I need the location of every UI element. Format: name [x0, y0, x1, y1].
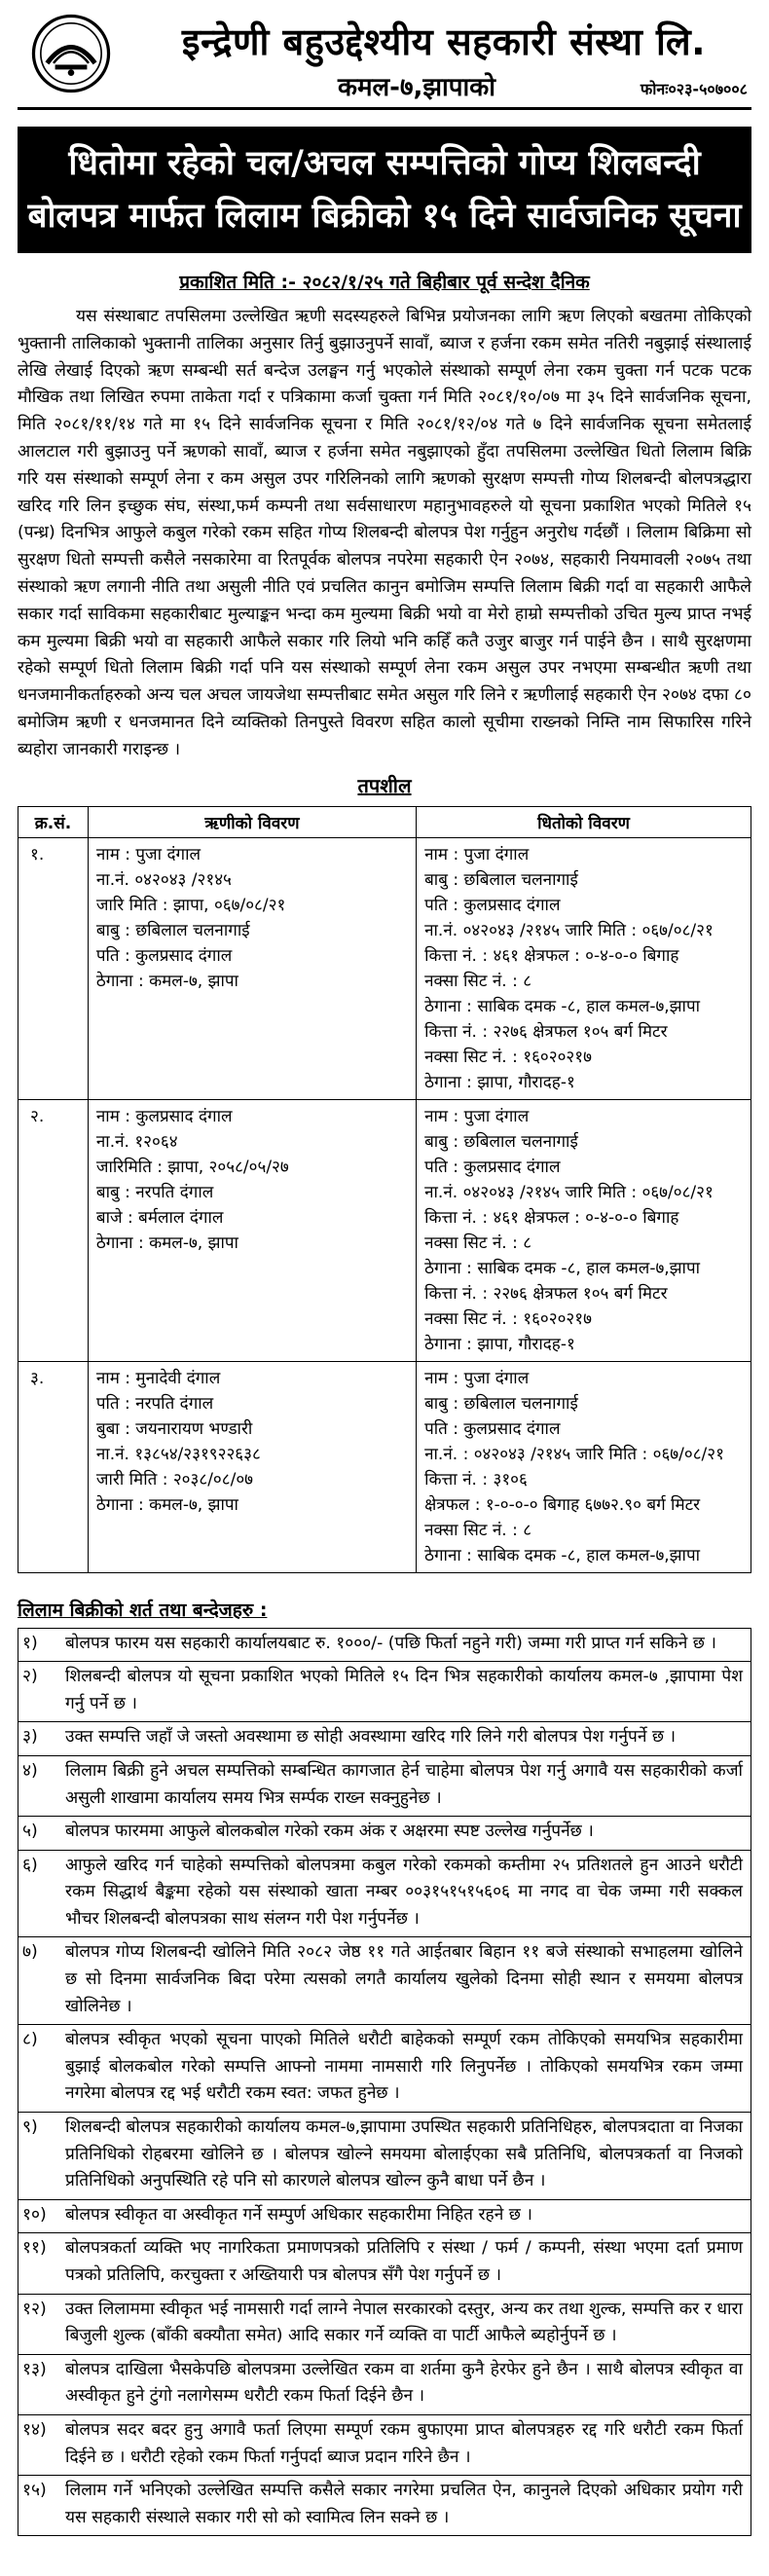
list-item [18, 2354, 751, 2414]
condition-text: बोलपत्र फारममा आफुले बोलकबोल गरेको रकम अंक र अक्षरमा स्पष्ट उल्लेख गर्नुपर्नेछ । [65, 1822, 594, 1842]
condition-text: उक्त लिलाममा स्वीकृत भई नामसारी गर्दा लाग्ने नेपाल सरकारको दस्तुर, अन्य कर तथा शुल्क, सम्पत्ति कर र धारा बिजुली शुल्क (बाँकी बक्यौता समेत) आदि सकार गर्ने व्यक्ति वा पार्टी आफैले ब्यहोर्नुपर्ने छ । [65, 2299, 743, 2346]
column-header-sn: क्र.सं. [18, 806, 89, 837]
list-item [18, 2112, 751, 2199]
condition-number: १३) [22, 2359, 47, 2379]
borrower-line: जारि मिति : झापा, ०६७/०८/२१ [95, 895, 286, 915]
borrower-line: नाम : कुलप्रसाद दंगाल [95, 1106, 233, 1126]
borrower-line: पति : नरपति दंगाल [95, 1393, 214, 1414]
borrower-line: ना.नं. १२०६४ [95, 1131, 178, 1152]
borrower-details [88, 1361, 416, 1572]
condition-text: बोलपत्र फारम यस सहकारी कार्यालयबाट रु. १०००/- (पछि फिर्ता नहुने गरी) जम्मा गरी प्राप्त गर्न सकिने छ । [65, 1633, 716, 1653]
conditions-title: लिलाम बिक्रीको शर्त तथा बन्देजहरु : [18, 1599, 268, 1621]
list-item [18, 1936, 751, 2024]
list-item [18, 1816, 751, 1850]
list-item [18, 2232, 751, 2293]
collateral-line: बाबु : छबिलाल चलनागाई [424, 1131, 578, 1152]
collateral-line: नाम : पुजा दंगाल [424, 844, 530, 865]
published-date: प्रकाशित मिति :- २०८२/१/२५ गते बिहीबार पूर्व सन्देश दैनिक [179, 272, 590, 293]
notice-banner [18, 127, 751, 253]
borrower-line: जारी मिति : २०३८/०८/०७ [95, 1469, 254, 1490]
collateral-details [417, 1099, 751, 1361]
collateral-line: नाम : पुजा दंगाल [424, 1106, 530, 1126]
condition-text: बोलपत्र स्वीकृत वा अस्वीकृत गर्ने सम्पुर्ण अधिकार सहकारीमा निहित रहने छ । [65, 2204, 532, 2225]
condition-number: ७) [22, 1942, 38, 1963]
collateral-line: ठेगाना : झापा, गौरादह-१ [424, 1334, 575, 1354]
condition-text: लिलाम गर्ने भनिएको उल्लेखित सम्पत्ति कसैले सकार नगरेमा प्रचलित ऐन, कानुनले दिएको अधिकार प्रयोग गरी यस सहकारी संस्थाले सकार गरी सो को स्वामित्व लिन सक्ने छ । [65, 2481, 743, 2527]
collateral-line: कित्ता नं. : २२७६ क्षेत्रफल १०५ बर्ग मिटर [424, 1021, 668, 1042]
borrower-line: जारिमिति : झापा, २०५८/०५/२७ [95, 1157, 289, 1177]
condition-number: ८) [22, 2030, 38, 2050]
notice-body: यस संस्थाबाट तपसिलमा उल्लेखित ऋणी सदस्यहरुले बिभिन्न प्रयोजनका लागि ऋण लिएको बखतमा तोकिएको भुक्तानी तालिकाको भुक्तानी तालिका अनुसार तिर्नु बुझाउनुपर्ने सावाँ, ब्याज र हर्जना रकम समेत नतिरी नबुझाई संस्थालाई लेखि लेखाई दिएको ऋण सम्बन्धी सर्त बन्देज उलङ्घन गर्नु भएकोले संस्थाको सम्पूर्ण लेना रकम चुक्ता गर्न पटक पटक मौखिक तथा लिखित रुपमा ताकेता गर्दा र पत्रिकामा कर्जा चुक्ता गर्न मिति २०८१/१०/०७ मा ३५ दिने सार्वजनिक सूचना, मिति २०८१/११/१४ गते मा १५ दिने सार्वजनिक सूचना र मिति २०८१/१२/०४ गते ७ दिने सार्वजनिक सूचना समेतलाई आलटाल गरी बुझाउनु पर्ने ऋणको सावाँ, ब्याज र हर्जना समेत नबुझाएको हुँदा तपसिलमा उल्लेखित धितो लिलाम बिक्रि गरि यस संस्थाको सम्पूर्ण लेना र कम असुल उपर गरिलिनको लागि ऋणको सुरक्षण सम्पत्ती गोप्य शिलबन्दी बोलपत्रद्धारा खरिद गरि लिन इच्छुक संघ, संस्था,फर्म कम्पनी तथा सर्वसाधारण महानुभावहरुले यो सूचना प्रकाशित भएको मितिले १५ (पन्ध्र) दिनभित्र आफुले कबुल गरेको रकम सहित गोप्य शिलबन्दी बोलपत्र पेश गर्नुहुन अनुरोध गर्दछौं । लिलाम बिक्रिमा सो सुरक्षण धितो सम्पत्ती कसैले नसकारेमा वा रितपूर्वक बोलपत्र नपरेमा सहकारी ऐन २०७४, सहकारी नियमावली २०७५ तथा संस्थाको ऋण लगानी नीति तथा असुली नीति एवं प्रचलित कानुन बमोजिम सम्पत्ति लिलाम बिक्री गर्दा वा सहकारी आफैले सकार गर्दा साविकमा सहकारीबाट मुल्याङ्कन भन्दा कम मुल्यमा बिक्री भयो वा मेरो हाम्रो सम्पत्तीको उचित मुल्य प्राप्त नभई कम मुल्यमा बिक्री भयो वा सहकारी आफैले सकार गरि लियो भनि कहिँ कतै उजुर बाजुर गर्न पाईने छैन । साथै सुरक्षणमा रहेको सम्पूर्ण धितो लिलाम बिक्री गर्दा पनि यस संस्थाको सम्पूर्ण लेना रकम असुल उपर नभएमा सम्बन्धीत ऋणी तथा धनजमानीकर्ताहरुको अन्य चल अचल जायजेथा सम्पत्तीबाट समेत असुल गरि लिने र ऋणीलाई सहकारी ऐन २०७४ दफा ८० बमोजिम ऋणी र धनजमानत दिने व्यक्तिको तिनपुस्ते विवरण सहित कालो सूचीमा राख्नको निम्ति नाम सिफारिस गरिने ब्यहोरा जानकारी गराइन्छ । [18, 307, 751, 759]
borrower-line: पति : कुलप्रसाद दंगाल [95, 945, 233, 966]
column-header-borrower: ऋणीको विवरण [88, 806, 416, 837]
condition-number: ३) [22, 1727, 38, 1748]
organization-phone: फोनः०२३-५०७००८ [640, 80, 748, 98]
details-title: तपशील [357, 773, 412, 797]
condition-number: १२) [22, 2299, 47, 2319]
collateral-line: ना.नं. : ०४२०४३ /२१४५ जारि मिति : ०६७/०८/२१ [424, 1444, 724, 1464]
borrower-line: बाबु : नरपति दंगाल [95, 1182, 214, 1202]
borrower-line: ना.नं. १३८५४/२३१९२२६३८ [95, 1444, 261, 1464]
collateral-line: कित्ता नं. : ४६१ क्षेत्रफल : ०-४-०-० बिगाह [424, 1207, 679, 1228]
condition-number: १५) [22, 2481, 47, 2501]
collateral-line: नक्सा सिट नं. : ८ [424, 1233, 532, 1253]
collateral-line: नाम : पुजा दंगाल [424, 1368, 530, 1388]
collateral-line: ना.नं. ०४२०४३ /२१४५ जारि मिति : ०६७/०८/२१ [424, 920, 714, 940]
condition-text: उक्त सम्पत्ति जहाँ जे जस्तो अवस्थामा छ सोही अवस्थामा खरिद गरि लिने गरी बोलपत्र पेश गर्नुपर्ने छ । [65, 1727, 677, 1748]
banner-line-2: बोलपत्र मार्फत लिलाम बिक्रीको १५ दिने सार्वजनिक सूचना [27, 197, 742, 236]
borrower-line: बुबा : जयनारायण भण्डारी [95, 1418, 253, 1439]
condition-text: शिलबन्दी बोलपत्र यो सूचना प्रकाशित भएको मितिले १५ दिन भित्र सहकारीको कार्यालय कमल-७ ,झापामा पेश गर्नु पर्ने छ । [65, 1667, 743, 1713]
condition-number: ६) [22, 1855, 38, 1875]
row-serial: २. [18, 1099, 89, 1361]
condition-text: शिलबन्दी बोलपत्र सहकारीको कार्यालय कमल-७,झापामा उपस्थित सहकारी प्रतिनिधिहरु, बोलपत्रदाता वा निजका प्रतिनिधिको रोहबरमा खोलिने छ । बोलपत्र खोल्ने समयमा बोलाईएका सबै प्रतिनिधि, बोलपत्रकर्ता वा निजको प्रतिनिधिको अनुपस्थिति रहे पनि सो कारणले बोलपत्र खोल्न कुनै बाधा पर्ने छैन । [65, 2117, 743, 2191]
condition-number: ९) [22, 2117, 38, 2138]
condition-text: आफुले खरिद गर्न चाहेको सम्पत्तिको बोलपत्रमा कबुल गरेको रकमको कम्तीमा २५ प्रतिशतले हुन आउने धरौटी रकम सिद्धार्थ बैङ्कमा रहेको यस संस्थाको खाता नम्बर ००३१५१५१५६०६ मा नगद वा चेक जम्मा गरी सक्कल भौचर शिलबन्दी बोलपत्रका साथ संलग्न गरी पेश गर्नुपर्नेछ । [65, 1855, 743, 1929]
list-item [18, 2199, 751, 2233]
collateral-line: पति : कुलप्रसाद दंगाल [424, 1418, 561, 1439]
condition-number: ११) [22, 2238, 47, 2259]
condition-text: बोलपत्र सदर बदर हुनु अगावै फर्ता लिएमा सम्पूर्ण रकम बुफाएमा प्राप्त बोलपत्रहरु रद्द गरि धरौटी रकम फिर्ता दिईने छ । धरौटी रहेको रकम फिर्ता गर्नुपर्दा ब्याज प्रदान गरिने छैन । [65, 2419, 743, 2467]
row-serial: १. [18, 837, 89, 1099]
list-item [18, 2475, 751, 2535]
list-item [18, 1721, 751, 1755]
collateral-line: कित्ता नं. : ४६१ क्षेत्रफल : ०-४-०-० बिगाह [424, 945, 679, 966]
list-item [18, 1850, 751, 1937]
collateral-line: नक्सा सिट नं. : १६०२०२१७ [424, 1308, 592, 1329]
collateral-line: ठेगाना : साबिक दमक -८, हाल कमल-७,झापा [424, 1545, 701, 1565]
borrower-line: ना.नं. ०४२०४३ /२१४५ [95, 869, 232, 890]
collateral-line: बाबु : छबिलाल चलनागाई [424, 869, 578, 890]
collateral-line: नक्सा सिट नं. : ८ [424, 1520, 532, 1540]
row-serial: ३. [18, 1361, 89, 1572]
header-divider [18, 107, 751, 110]
collateral-line: ठेगाना : झापा, गौरादह-१ [424, 1072, 575, 1092]
condition-text: बोलपत्र गोप्य शिलबन्दी खोलिने मिति २०८२ जेष्ठ ११ गते आईतबार बिहान ११ बजे संस्थाको सभाहलमा खोलिने छ सो दिनमा सार्वजनिक बिदा परेमा त्यसको लगतै कार्यालय खुलेको दिनमा सोही स्थान र समयमा बोलपत्र खोलिनेछ । [65, 1942, 743, 2016]
organization-address: कमल-७,झापाको [338, 73, 495, 102]
table-row [18, 837, 751, 1099]
condition-text: लिलाम बिक्री हुने अचल सम्पत्तिको सम्बन्धित कागजात हेर्न चाहेमा बोलपत्र पेश गर्नु अगावै यस सहकारीको कर्जा असुली शाखामा कार्यालय समय भित्र सर्म्पक राख्न सक्नुहुनेछ । [65, 1760, 743, 1808]
condition-number: २) [22, 1667, 38, 1687]
collateral-line: बाबु : छबिलाल चलनागाई [424, 1393, 578, 1414]
organization-name: इन्द्रेणी बहुउद्देश्यीय सहकारी संस्था लि. [181, 20, 707, 63]
collateral-line: ना.नं. ०४२०४३ /२१४५ जारि मिति : ०६७/०८/२१ [424, 1182, 714, 1202]
letterhead [18, 10, 751, 127]
list-item [18, 2414, 751, 2475]
borrower-line: ठेगाना : कमल-७, झापा [95, 1494, 238, 1515]
table-row [18, 1099, 751, 1361]
collateral-line: कित्ता नं. : ३१०६ [424, 1469, 528, 1490]
borrower-line: नाम : पुजा दंगाल [95, 844, 201, 865]
condition-text: बोलपत्र स्वीकृत भएको सूचना पाएको मितिले धरौटी बाहेकको सम्पूर्ण रकम तोकिएको समयभित्र सहकारीमा बुझाई बोलकबोल गरेको सम्पत्ति आफ्नो नाममा नामसारी गरि लिनुपर्नेछ । तोकिएको समयभित्र रकम जम्मा नगरेमा बोलपत्र रद्द भई धरौटी रकम स्वत: जफत हुनेछ । [65, 2030, 743, 2104]
list-item [18, 1755, 751, 1816]
collateral-line: पति : कुलप्रसाद दंगाल [424, 895, 561, 915]
details-header-row [18, 806, 751, 837]
borrower-line: नाम : मुनादेवी दंगाल [95, 1368, 221, 1388]
borrower-line: ठेगाना : कमल-७, झापा [95, 971, 238, 991]
borrower-line: ठेगाना : कमल-७, झापा [95, 1233, 238, 1253]
borrower-line: बाजे : बर्मलाल दंगाल [95, 1207, 224, 1228]
banner-line-1: धितोमा रहेको चल/अचल सम्पत्तिको गोप्य शिलबन्दी [68, 144, 701, 183]
cooperative-logo-icon [31, 14, 111, 93]
details-table [18, 806, 751, 1573]
condition-number: ५) [22, 1822, 38, 1842]
list-item [18, 1628, 751, 1662]
collateral-line: नक्सा सिट नं. : १६०२०२१७ [424, 1047, 592, 1067]
condition-number: १४) [22, 2419, 47, 2440]
list-item [18, 2024, 751, 2112]
collateral-line: ठेगाना : साबिक दमक -८, हाल कमल-७,झापा [424, 1258, 701, 1278]
list-item [18, 1661, 751, 1721]
borrower-line: बाबु : छबिलाल चलनागाई [95, 920, 250, 940]
condition-number: १०) [22, 2204, 47, 2225]
collateral-line: पति : कुलप्रसाद दंगाल [424, 1157, 561, 1177]
collateral-line: क्षेत्रफल : १-०-०-० बिगाह ६७७२.९० बर्ग मिटर [424, 1494, 701, 1515]
condition-text: बोलपत्र दाखिला भैसकेपछि बोलपत्रमा उल्लेखित रकम वा शर्तमा कुनै हेरफेर हुने छैन । साथै बोलपत्र स्वीकृत वा अस्वीकृत हुने टुंगो नलागेसम्म धरौटी रकम फिर्ता दिईने छैन । [65, 2359, 743, 2407]
condition-number: ४) [22, 1760, 38, 1781]
borrower-details [88, 1099, 416, 1361]
borrower-details [88, 837, 416, 1099]
collateral-line: कित्ता नं. : २२७६ क्षेत्रफल १०५ बर्ग मिटर [424, 1283, 668, 1304]
collateral-line: नक्सा सिट नं. : ८ [424, 971, 532, 991]
conditions-list [18, 1628, 751, 2537]
condition-number: १) [22, 1633, 38, 1653]
column-header-collateral: धितोको विवरण [417, 806, 751, 837]
collateral-details [417, 1361, 751, 1572]
collateral-line: ठेगाना : साबिक दमक -८, हाल कमल-७,झापा [424, 996, 701, 1016]
table-row [18, 1361, 751, 1572]
condition-text: बोलपत्रकर्ता व्यक्ति भए नागरिकता प्रमाणपत्रको प्रतिलिपि र संस्था / फर्म / कम्पनी, संस्था भएमा दर्ता प्रमाण पत्रको प्रतिलिपि, करचुक्ता र अख्तियारी पत्र बोलपत्र सँगै पेश गर्नुपर्ने छ । [65, 2238, 743, 2286]
collateral-details [417, 837, 751, 1099]
list-item [18, 2294, 751, 2354]
